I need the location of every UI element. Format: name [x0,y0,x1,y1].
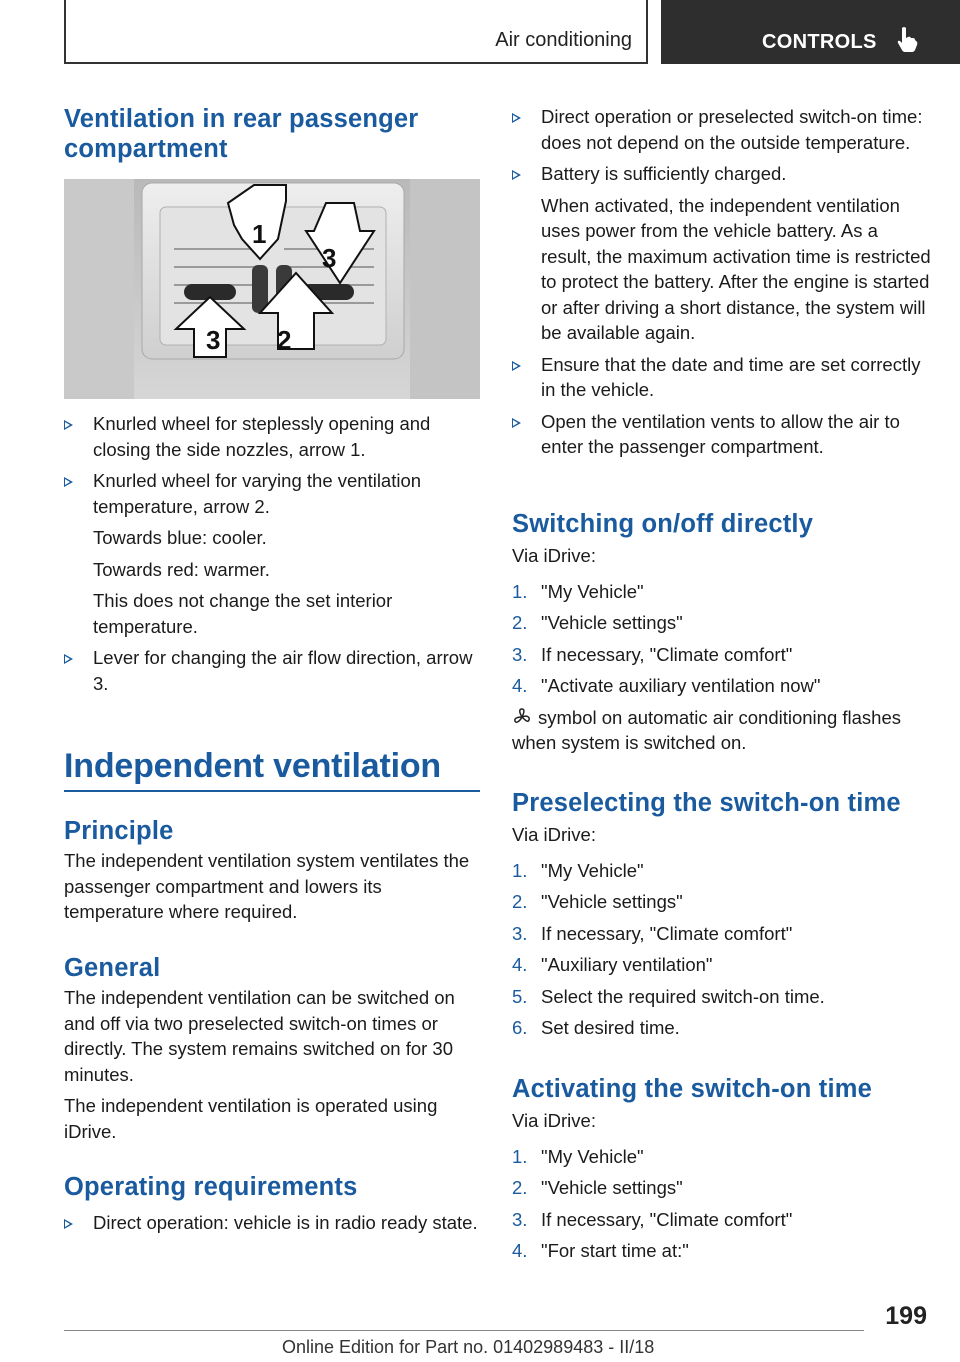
bullet-icon [64,654,73,664]
requirements-list [512,104,932,460]
list-item: 2. "Vehicle settings" [512,612,683,633]
chapter-label: CONTROLS [762,31,877,53]
rear-vent-photo [64,179,480,399]
list-item: Direct operation or preselected switch-on time: does not depend on the outside temperature. [512,104,932,155]
title-divider [64,790,480,792]
principle-text: The independent ventilation system ventilates the passenger compartment and lowers its temperature where required. [64,850,470,922]
heading-principle: Principle [64,817,174,845]
arrow-label-1: 1 [252,219,267,249]
general-text-2: The independent ventilation is operated using iDrive. [64,1095,438,1142]
edition-footer: Online Edition for Part no. 01402989483 - II/18 [282,1337,655,1357]
list-item: 4. "Auxiliary ventilation" [512,954,713,975]
chapter-tab [661,0,960,64]
bullet-icon [512,170,521,180]
list-item: Open the ventilation vents to allow the air to enter the passenger compartment. [512,409,932,460]
footer-divider [64,1330,864,1331]
list-item: 1. "My Vehicle" [512,1145,644,1167]
bullet-icon [512,361,521,371]
list-item: 1. "My Vehicle" [512,859,644,881]
bullet-icon [512,418,521,428]
arrow-label-3-left: 3 [206,325,221,355]
list-item: 5. Select the required switch-on time. [512,985,825,1007]
list-item: Battery is sufficiently charged. When activated, the independent ventilation uses power from the vehicle battery. As a result, the maximum activation time is restricted to protect the battery. After the engine is started or after driving a short distance, the system will be available again. [512,161,932,346]
fan-symbol-note: symbol on automatic air conditioning flashes when system is switched on. [512,706,901,753]
arrow-label-2: 2 [277,325,292,355]
heading-ventilation-rear: Ventilation in rear passenger compartment [64,105,419,163]
list-item: 3. If necessary, "Climate comfort" [512,922,793,944]
vent-controls-list [64,411,480,696]
bullet-icon [64,1219,73,1229]
via-idrive: Via iDrive: [512,1110,596,1131]
list-item: 6. Set desired time. [512,1017,680,1038]
heading-general: General [64,954,161,982]
arrow-label-3-right: 3 [322,243,337,273]
bullet-icon [64,420,73,430]
hand-pointer-icon [896,26,918,54]
bullet-icon [512,113,521,123]
list-item: 4. "For start time at:" [512,1240,689,1261]
fan-icon [512,708,532,726]
heading-preselecting: Preselecting the switch-on time [512,789,901,817]
header-section-box [64,0,648,64]
heading-activating: Activating the switch-on time [512,1075,872,1103]
list-item: 4. "Activate auxiliary ventilation now" [512,675,821,696]
list-item: Knurled wheel for steplessly opening and closing the side nozzles, arrow 1. [64,411,480,462]
general-text-1: The independent ventilation can be switched on and off via two preselected switch-on times or directly. The system remains switched on for 30 minutes. [64,987,455,1085]
via-idrive: Via iDrive: [512,824,596,845]
main-title: Independent ventilation [64,747,441,785]
list-item: 2. "Vehicle settings" [512,891,683,912]
via-idrive: Via iDrive: [512,545,596,566]
heading-operating-requirements: Operating requirements [64,1173,358,1201]
list-item: Lever for changing the air flow direction, arrow 3. [64,645,480,696]
page-number: 199 [885,1302,927,1330]
list-item: Knurled wheel for varying the ventilation temperature, arrow 2. Towards blue: cooler. Towards red: warmer. This does not change the set interior temperature. [64,468,480,639]
list-item: 1. "My Vehicle" [512,580,644,602]
list-item: Ensure that the date and time are set correctly in the vehicle. [512,352,932,403]
heading-switching-directly: Switching on/off directly [512,510,814,538]
list-item: Direct operation: vehicle is in radio ready state. [64,1210,480,1236]
list-item: 3. If necessary, "Climate comfort" [512,1208,793,1230]
bullet-icon [64,477,73,487]
list-item: 3. If necessary, "Climate comfort" [512,643,793,665]
section-title: Air conditioning [495,29,632,51]
list-item: 2. "Vehicle settings" [512,1177,683,1198]
